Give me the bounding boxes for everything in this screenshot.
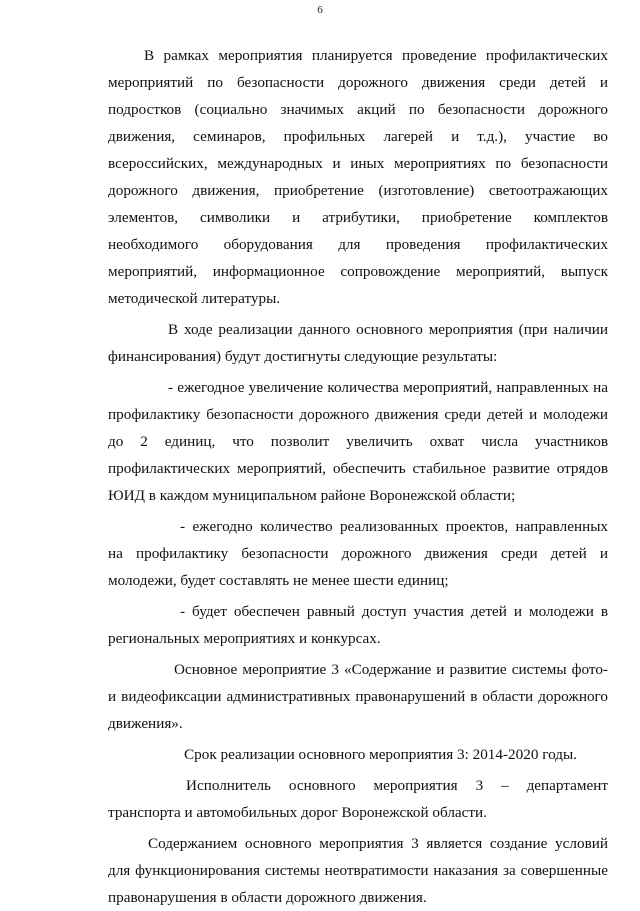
paragraph-result-events-increase: - ежегодное увеличение количества мероприятий, направленных на профилактику безопасности дорожного движения среди детей и молодежи до 2 единиц, что позволит увеличить охват числа участников профилактических мероприятий, обеспечить стабильное развитие отрядов ЮИД в каждом муниципальном районе Воронежской области;: [108, 379, 608, 504]
paragraph-result-projects-count: - ежегодно количество реализованных проектов, направленных на профилактику безопасности дорожного движения среди детей и молодежи, будет составлять не менее шести единиц;: [108, 518, 608, 589]
paragraph-executor: Исполнитель основного мероприятия 3 – департамент транспорта и автомобильных дорог Воронежской области.: [108, 777, 608, 821]
page-number: 6: [317, 4, 323, 16]
document-body: [108, 42, 608, 911]
paragraph-activity-description: В рамках мероприятия планируется проведение профилактических мероприятий по безопасности дорожного движения среди детей и подростков (социально значимых акций по безопасности дорожного движения, семинаров, профильных лагерей и т.д.), участие во всероссийских, международных и иных мероприятиях по безопасности дорожного движения, приобретение (изготовление) светоотражающих элементов, символики и атрибутики, приобретение комплектов необходимого оборудования для проведения профилактических мероприятий, информационное сопровождение мероприятий, выпуск методической литературы.: [108, 47, 608, 307]
paragraph-results-intro: В ходе реализации данного основного мероприятия (при наличии финансирования) будут достигнуты следующие результаты:: [108, 321, 608, 365]
paragraph-main-activity-3-title: Основное мероприятие 3 «Содержание и развитие системы фото- и видеофиксации административных правонарушений в области дорожного движения».: [108, 661, 608, 732]
paragraph-implementation-period: Срок реализации основного мероприятия 3: 2014-2020 годы.: [184, 746, 577, 763]
paragraph-activity-3-content: Содержанием основного мероприятия 3 является создание условий для функционирования системы неотвратимости наказания за совершенные правонарушения в области дорожного движения.: [108, 835, 608, 906]
paragraph-result-equal-access: - будет обеспечен равный доступ участия детей и молодежи в региональных мероприятиях и конкурсах.: [108, 603, 608, 647]
